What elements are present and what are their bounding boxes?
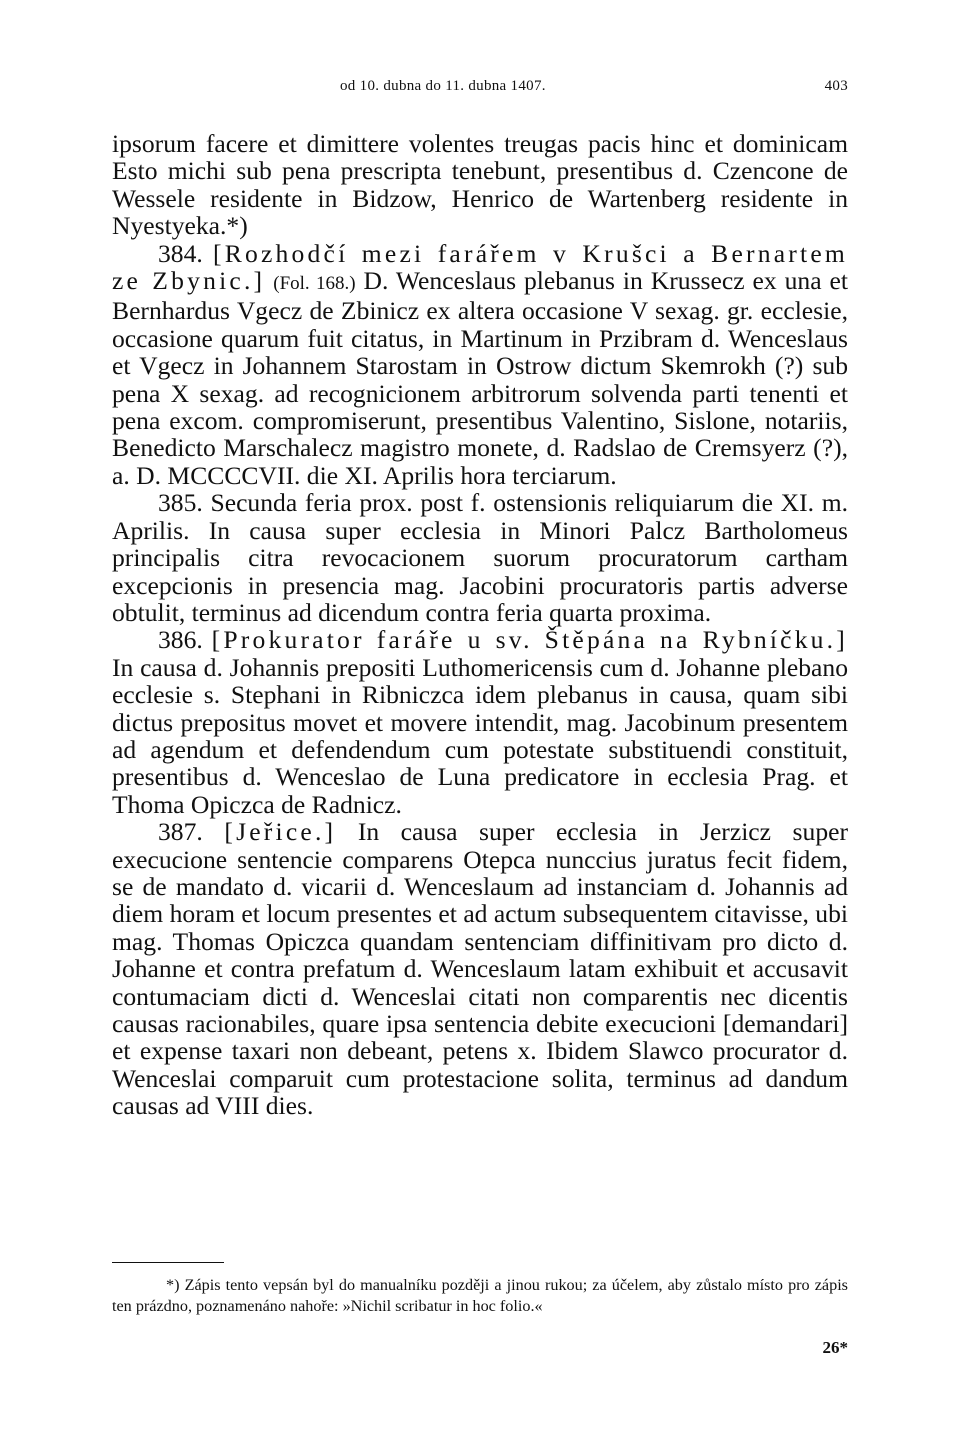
- entry-heading: [Jeřice.]: [224, 817, 337, 847]
- entry-heading: [Prokurator faráře u sv. Štěpána na Rybníčku.]: [211, 625, 849, 655]
- entry-386: [112, 626, 848, 818]
- main-text: [112, 130, 848, 1120]
- entry-number: 384.: [158, 238, 203, 268]
- entry-number: 387.: [158, 817, 203, 847]
- entry-number: 386.: [158, 625, 203, 655]
- signature-mark: 26*: [822, 1338, 848, 1357]
- entry-text: In causa d. Johannis prepositi Luthomericensis cum d. Johanne plebano ecclesie s. Stephani in Ribniczca idem plebanus in causa, quam sibi dictus prepositus movet et movere intendit, mag. Jacobinum presentem ad agendum et defendendum cum potestate substituendi constituit, presentibus d. Wenceslao de Luna predicatore in ecclesia Prag. et Thoma Opiczca de Radnicz.: [112, 652, 848, 819]
- running-head: [0, 78, 960, 102]
- footnote-rule: [112, 1262, 224, 1263]
- entry-text: D. Wenceslaus plebanus in Krussecz ex una et Bernhardus Vgecz de Zbinicz ex altera occasione V sexag. gr. ecclesie, occasione quarum fuit citatus, in Martinum in Przibram d. Wenceslaus et Vgecz in Johannem Starostam in Ostrow dictum Skemrokh (?) sub pena X sexag. ad recognicionem arbitrorum solvenda parti tenenti et pena excom. compromiserunt, presentibus Valentino, Sislone, notariis, Benedicto Marschalecz magistro monete, d. Radslao de Cremsyerz (?), a. D. MCCCCVII. die XI. Aprilis hora terciarum.: [112, 266, 849, 490]
- footnote: [112, 1275, 848, 1317]
- paragraph-intro: ipsorum facere et dimittere volentes treugas pacis hinc et dominicam Esto michi sub pena prescripta tenebunt, presentibus d. Czencone de Wessele residente in Bidzow, Henrico de Wartenberg residente in Nyestyeka.*): [112, 129, 848, 241]
- entry-heading: [Rozhodčí mezi farářem v Krušci a Bernartem ze Zbynic.]: [112, 238, 848, 296]
- entry-384: [112, 240, 848, 490]
- entry-text: In causa super ecclesia in Jerzicz super execucione sentencie comparens Otepca nunccius juratus fecit fidem, se de mandato d. vicarii d. Wenceslaum ad instanciam d. Johannis ad diem horam et locum presentes et ad actum subsequentem citavisse, ubi mag. Thomas Opiczca quandam sentenciam diffinitivam pro dicto d. Johanne et contra prefatum d. Wenceslaum latam exhibuit et accusavit contumaciam dicti d. Wenceslai citati non comparentis nec dicentis causas racionabiles, quare ipsa sentencia debite execucioni [demandari] et expense taxari non debeant, petens x. Ibidem Slawco procurator d. Wenceslai comparuit cum protestacione solita, terminus ad dandum causas ad VIII dies.: [112, 817, 848, 1121]
- entry-number: 385.: [158, 488, 203, 518]
- entry-385: [112, 489, 848, 626]
- page-number: 403: [824, 78, 848, 94]
- footnote-text: *) Zápis tento vepsán byl do manualníku později a jinou rukou; za účelem, aby zůstalo místo pro zápis ten prázdno, poznamenáno nahoře: »Nichil scribatur in hoc folio.«: [112, 1276, 848, 1315]
- running-title: od 10. dubna do 11. dubna 1407.: [340, 78, 546, 94]
- folio-reference: (Fol. 168.): [273, 273, 356, 295]
- entry-text: Secunda feria prox. post f. ostensionis reliquiarum die XI. m. Aprilis. In causa super ecclesia in Minori Palcz Bartholomeus principalis citra revocacionem suorum procuratorum cartham excepcionis in presencia mag. Jacobini procuratoris partis adverse obtulit, terminus ad dicendum contra feria quarta proxima.: [112, 488, 849, 627]
- entry-387: [112, 818, 848, 1119]
